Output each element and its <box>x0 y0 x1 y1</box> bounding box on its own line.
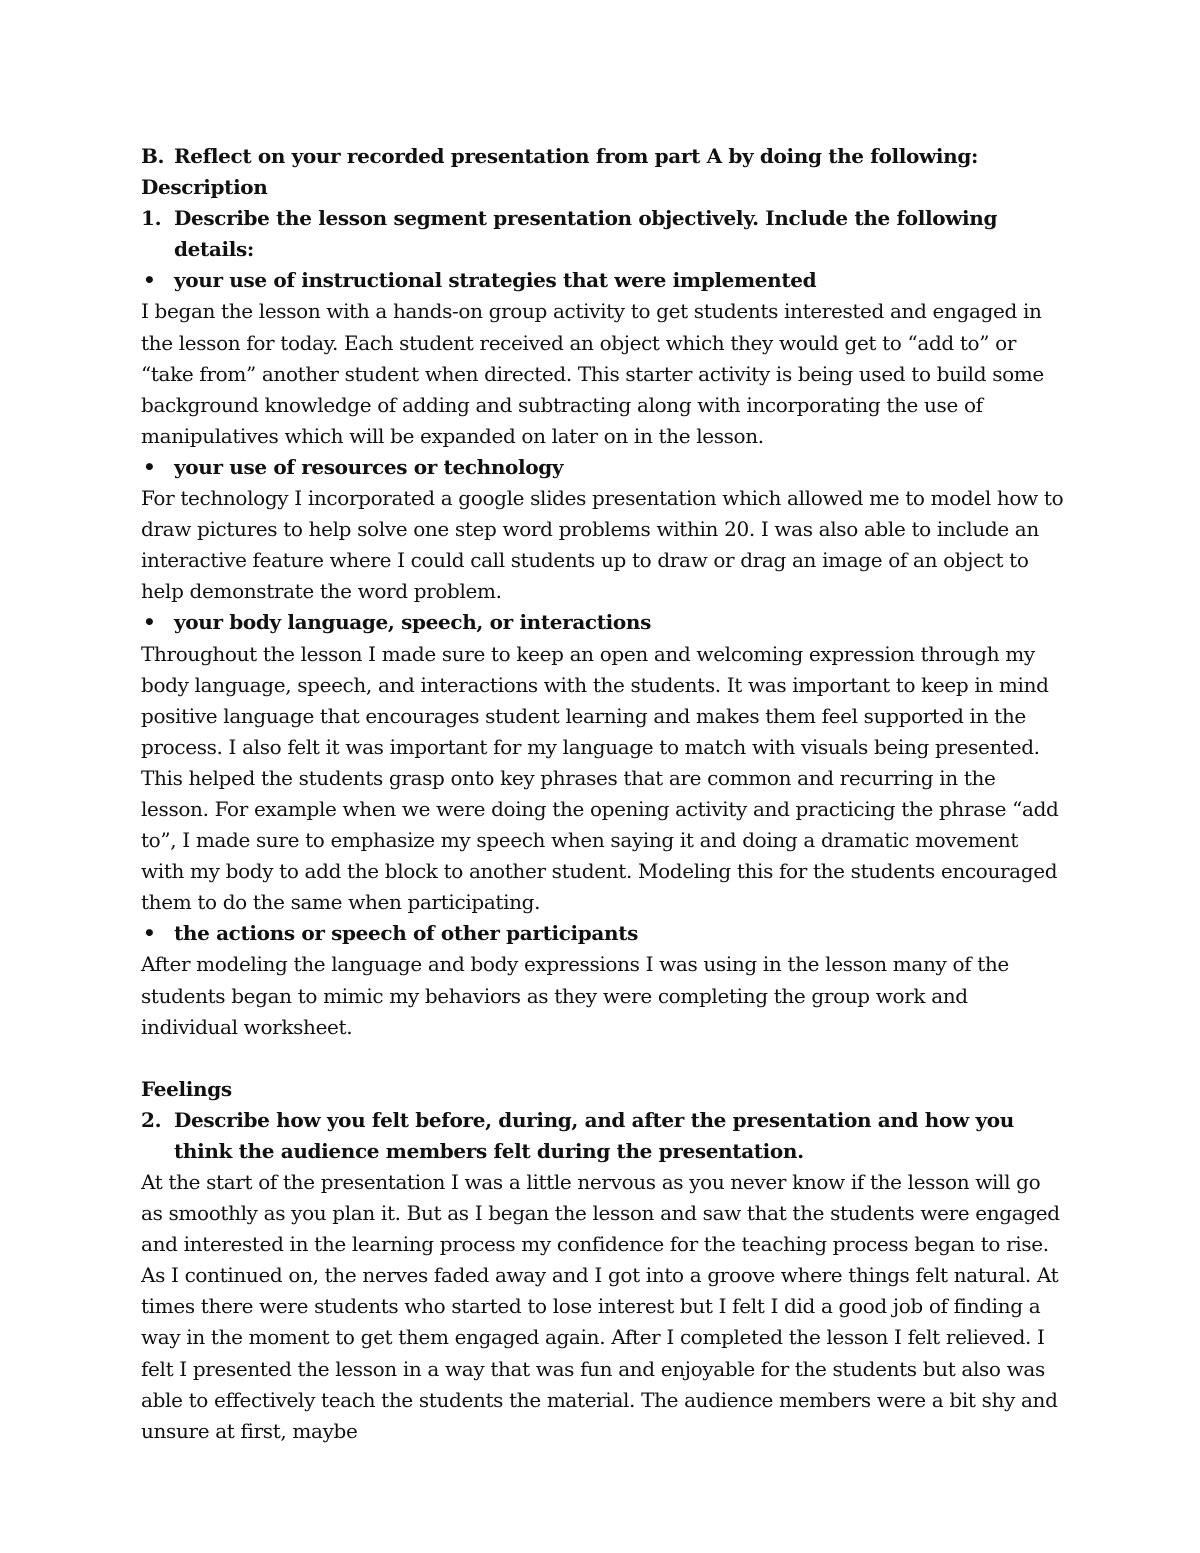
bullet-icon: • <box>143 268 156 293</box>
bullet-item-strategies <box>141 265 1066 296</box>
bullet-item-participants <box>141 918 1066 949</box>
paragraph-feelings: At the start of the presentation I was a little nervous as you never know if the lesson will go as smoothly as you plan it. But as I began the lesson and saw that the students were engaged and interested in the learning process my confidence for the teaching process began to rise. As I continued on, the nerves faded away and I got into a groove where things felt natural. At times there were students who started to lose interest but I felt I did a good job of finding a way in the moment to get them engaged again. After I completed the lesson I felt relieved. I felt I presented the lesson in a way that was fun and enjoyable for the students but also was able to effectively teach the students the material. The audience members were a bit shy and unsure at first, maybe <box>141 1170 1060 1443</box>
paragraph-participants: After modeling the language and body expressions I was using in the lesson many of the students began to mimic my behaviors as they were completing the group work and individual worksheet. <box>141 952 1009 1039</box>
bullet-title-resources: your use of resources or technology <box>174 454 564 479</box>
bullet-title-body-language: your body language, speech, or interactions <box>174 610 651 635</box>
feelings-heading: Feelings <box>141 1076 232 1101</box>
description-question-number: 1. <box>141 206 162 231</box>
bullet-icon: • <box>143 454 156 479</box>
feelings-question-number: 2. <box>141 1107 162 1132</box>
section-label: B. <box>141 144 165 168</box>
feelings-question-text: Describe how you felt before, during, and after the presentation and how you think the audience members felt during the presentation. <box>174 1107 1014 1163</box>
section-heading <box>141 141 1066 172</box>
description-question <box>141 203 1066 265</box>
feelings-question <box>141 1105 1066 1167</box>
paragraph-body-language: Throughout the lesson I made sure to keep an open and welcoming expression through my body language, speech, and interactions with the students. It was important to keep in mind positive language that encourages student learning and makes them feel supported in the process. I also felt it was important for my language to match with visuals being presented. This helped the students grasp onto key phrases that are common and recurring in the lesson. For example when we were doing the opening activity and practicing the phrase “add to”, I made sure to emphasize my speech when saying it and doing a dramatic movement with my body to add the block to another student. Modeling this for the students encouraged them to do the same when participating. <box>141 641 1059 915</box>
description-question-text: Describe the lesson segment presentation objectively. Include the following details: <box>174 206 998 262</box>
description-heading: Description <box>141 175 268 200</box>
paragraph-strategies: I began the lesson with a hands-on group activity to get students interested and engaged in the lesson for today. Each student received an object which they would get to “add to” or “take from” another student when directed. This starter activity is being used to build some background knowledge of adding and subtracting along with incorporating the use of manipulatives which will be expanded on later on in the lesson. <box>141 299 1044 448</box>
bullet-title-strategies: your use of instructional strategies that were implemented <box>174 268 817 293</box>
bullet-icon: • <box>143 921 156 946</box>
bullet-icon: • <box>143 610 156 635</box>
bullet-item-body-language <box>141 607 1066 638</box>
blank-line <box>141 1043 1066 1074</box>
bullet-item-resources <box>141 452 1066 483</box>
paragraph-resources: For technology I incorporated a google slides presentation which allowed me to model how to draw pictures to help solve one step word problems within 20. I was also able to include an interactive feature where I could call students up to draw or drag an image of an object to help demonstrate the word problem. <box>141 486 1064 604</box>
bullet-title-participants: the actions or speech of other participants <box>174 921 639 946</box>
document-page <box>141 141 1066 1447</box>
section-prompt: Reflect on your recorded presentation from part A by doing the following: <box>174 144 978 168</box>
